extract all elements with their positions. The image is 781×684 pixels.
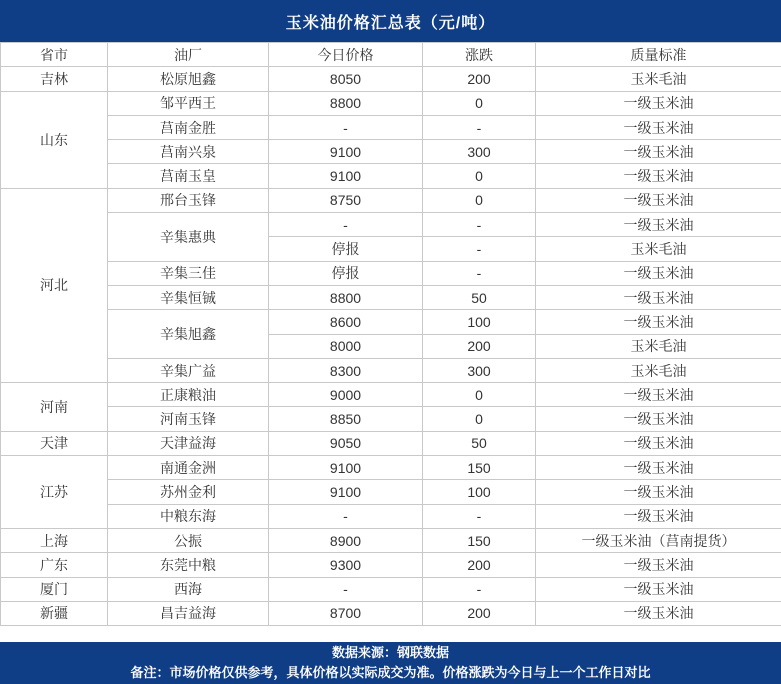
table-row <box>1 285 781 309</box>
change-cell: 200 <box>423 67 536 91</box>
change-cell: 0 <box>423 383 536 407</box>
change-cell: 200 <box>423 601 536 625</box>
change-cell: - <box>423 261 536 285</box>
price-cell: 8000 <box>269 334 423 358</box>
province-cell: 山东 <box>1 91 108 188</box>
change-cell: 150 <box>423 528 536 552</box>
table-row <box>1 431 781 455</box>
province-cell: 新疆 <box>1 601 108 625</box>
factory-cell: 天津益海 <box>108 431 269 455</box>
price-cell: 8700 <box>269 601 423 625</box>
standard-cell: 一级玉米油 <box>536 213 781 237</box>
table-row <box>1 67 781 91</box>
table-row <box>1 310 781 334</box>
standard-cell: 一级玉米油 <box>536 261 781 285</box>
standard-cell: 一级玉米油 <box>536 577 781 601</box>
table-row <box>1 164 781 188</box>
table-row <box>1 188 781 212</box>
price-cell: 8800 <box>269 91 423 115</box>
factory-cell: 辛集恒铖 <box>108 285 269 309</box>
standard-cell: 玉米毛油 <box>536 358 781 382</box>
table-row <box>1 213 781 237</box>
factory-cell: 邢台玉锋 <box>108 188 269 212</box>
standard-cell: 玉米毛油 <box>536 67 781 91</box>
change-cell: - <box>423 115 536 139</box>
change-cell: 200 <box>423 334 536 358</box>
factory-cell: 公振 <box>108 528 269 552</box>
standard-cell: 一级玉米油 <box>536 383 781 407</box>
factory-cell: 河南玉锋 <box>108 407 269 431</box>
province-cell: 江苏 <box>1 456 108 529</box>
change-cell: 200 <box>423 553 536 577</box>
table-row <box>1 553 781 577</box>
standard-cell: 一级玉米油 <box>536 553 781 577</box>
standard-cell: 玉米毛油 <box>536 237 781 261</box>
header-price: 今日价格 <box>269 43 423 67</box>
change-cell: 100 <box>423 310 536 334</box>
footer-note: 备注：市场价格仅供参考，具体价格以实际成交为准。价格涨跌为今日与上一个工作日对比 <box>130 665 651 680</box>
province-cell: 广东 <box>1 553 108 577</box>
province-cell: 上海 <box>1 528 108 552</box>
change-cell: - <box>423 213 536 237</box>
standard-cell: 一级玉米油 <box>536 456 781 480</box>
province-cell: 吉林 <box>1 67 108 91</box>
price-cell: 停报 <box>269 237 423 261</box>
factory-cell: 莒南玉皇 <box>108 164 269 188</box>
price-cell: - <box>269 115 423 139</box>
factory-cell: 西海 <box>108 577 269 601</box>
price-cell: 8300 <box>269 358 423 382</box>
table-row <box>1 261 781 285</box>
change-cell: 0 <box>423 407 536 431</box>
standard-cell: 一级玉米油 <box>536 285 781 309</box>
standard-cell: 一级玉米油 <box>536 91 781 115</box>
change-cell: 150 <box>423 456 536 480</box>
price-cell: 8600 <box>269 310 423 334</box>
standard-cell: 一级玉米油 <box>536 188 781 212</box>
standard-cell: 一级玉米油 <box>536 140 781 164</box>
factory-cell: 辛集广益 <box>108 358 269 382</box>
factory-cell: 中粮东海 <box>108 504 269 528</box>
price-cell: - <box>269 504 423 528</box>
table-row <box>1 383 781 407</box>
table-row <box>1 504 781 528</box>
table-row <box>1 140 781 164</box>
change-cell: - <box>423 504 536 528</box>
table-row <box>1 91 781 115</box>
table-row <box>1 480 781 504</box>
change-cell: 50 <box>423 285 536 309</box>
change-cell: 300 <box>423 358 536 382</box>
price-cell: 9100 <box>269 456 423 480</box>
standard-cell: 玉米毛油 <box>536 334 781 358</box>
standard-cell: 一级玉米油 <box>536 115 781 139</box>
price-cell: 9100 <box>269 164 423 188</box>
factory-cell: 东莞中粮 <box>108 553 269 577</box>
standard-cell: 一级玉米油 <box>536 480 781 504</box>
footer-bar <box>0 642 781 684</box>
table-row <box>1 577 781 601</box>
factory-cell: 南通金洲 <box>108 456 269 480</box>
price-table <box>0 42 781 626</box>
change-cell: - <box>423 577 536 601</box>
table-row <box>1 358 781 382</box>
price-cell: - <box>269 577 423 601</box>
factory-cell: 昌吉益海 <box>108 601 269 625</box>
standard-cell: 一级玉米油（莒南提货） <box>536 528 781 552</box>
table-row <box>1 456 781 480</box>
factory-cell: 正康粮油 <box>108 383 269 407</box>
header-row <box>1 43 781 67</box>
factory-cell: 苏州金利 <box>108 480 269 504</box>
change-cell: 0 <box>423 164 536 188</box>
factory-cell: 辛集惠典 <box>108 213 269 262</box>
table-title: 玉米油价格汇总表（元/吨） <box>0 0 781 42</box>
standard-cell: 一级玉米油 <box>536 431 781 455</box>
change-cell: 0 <box>423 91 536 115</box>
change-cell: - <box>423 237 536 261</box>
price-cell: 9100 <box>269 140 423 164</box>
standard-cell: 一级玉米油 <box>536 310 781 334</box>
standard-cell: 一级玉米油 <box>536 601 781 625</box>
factory-cell: 莒南金胜 <box>108 115 269 139</box>
factory-cell: 辛集旭鑫 <box>108 310 269 359</box>
price-cell: 8800 <box>269 285 423 309</box>
table-row <box>1 601 781 625</box>
change-cell: 100 <box>423 480 536 504</box>
data-source: 数据来源：钢联数据 <box>331 645 449 660</box>
factory-cell: 松原旭鑫 <box>108 67 269 91</box>
factory-cell: 莒南兴泉 <box>108 140 269 164</box>
province-cell: 河北 <box>1 188 108 382</box>
header-change: 涨跌 <box>423 43 536 67</box>
header-standard: 质量标准 <box>536 43 781 67</box>
factory-cell: 邹平西王 <box>108 91 269 115</box>
table-row <box>1 528 781 552</box>
change-cell: 300 <box>423 140 536 164</box>
price-cell: 8050 <box>269 67 423 91</box>
province-cell: 河南 <box>1 383 108 432</box>
table-row <box>1 115 781 139</box>
province-cell: 厦门 <box>1 577 108 601</box>
price-cell: 9000 <box>269 383 423 407</box>
header-factory: 油厂 <box>108 43 269 67</box>
price-cell: 8900 <box>269 528 423 552</box>
change-cell: 0 <box>423 188 536 212</box>
factory-cell: 辛集三佳 <box>108 261 269 285</box>
header-province: 省市 <box>1 43 108 67</box>
change-cell: 50 <box>423 431 536 455</box>
table-row <box>1 407 781 431</box>
price-cell: 9100 <box>269 480 423 504</box>
standard-cell: 一级玉米油 <box>536 164 781 188</box>
price-cell: 8850 <box>269 407 423 431</box>
price-cell: 8750 <box>269 188 423 212</box>
price-cell: 停报 <box>269 261 423 285</box>
price-cell: - <box>269 213 423 237</box>
standard-cell: 一级玉米油 <box>536 407 781 431</box>
price-cell: 9300 <box>269 553 423 577</box>
price-cell: 9050 <box>269 431 423 455</box>
standard-cell: 一级玉米油 <box>536 504 781 528</box>
province-cell: 天津 <box>1 431 108 455</box>
